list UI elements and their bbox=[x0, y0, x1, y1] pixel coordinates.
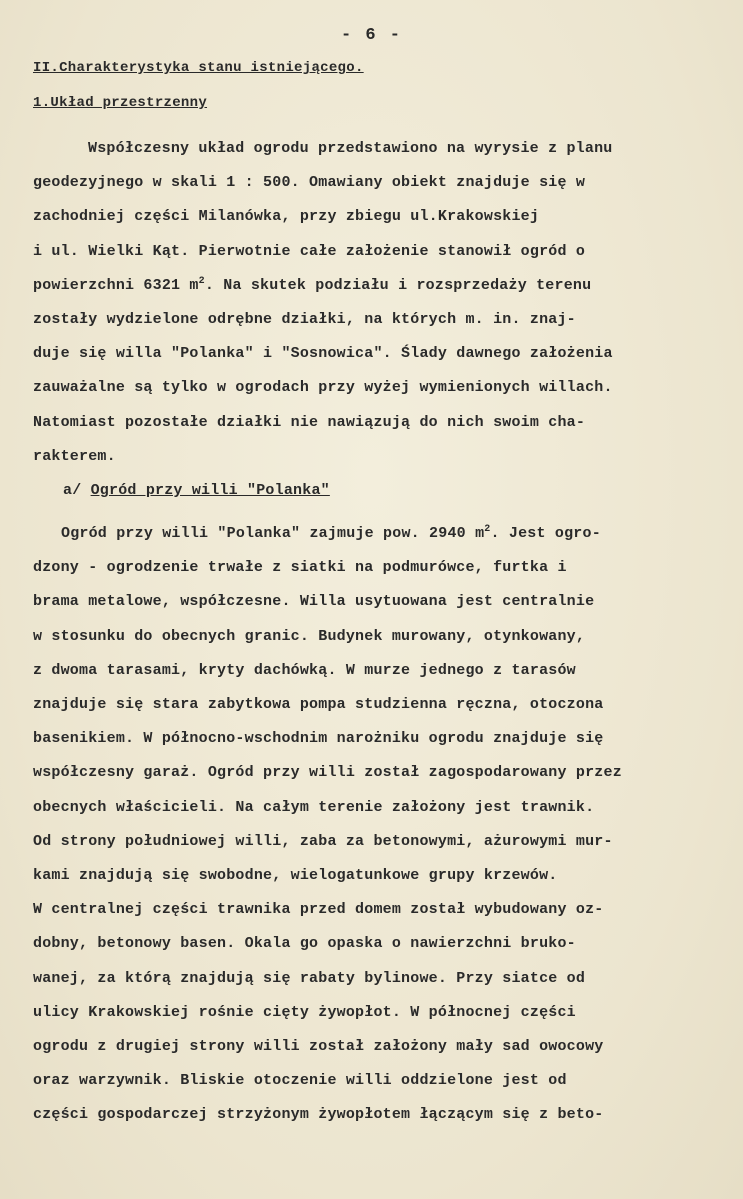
text-line: części gospodarczej strzyżonym żywopłotem łączącym się z beto- bbox=[33, 1106, 604, 1124]
text-line: Od strony południowej willi, zaba za betonowymi, ażurowymi mur- bbox=[33, 832, 613, 850]
paragraph-layout bbox=[33, 132, 723, 508]
page-number: - 6 - bbox=[340, 26, 402, 45]
text-line bbox=[33, 269, 723, 303]
subsection-prefix: a/ bbox=[63, 482, 82, 500]
text-line: i ul. Wielki Kąt. Pierwotnie całe założenie stanowił ogród o bbox=[33, 242, 586, 260]
subsection-title: Ogród przy willi "Polanka" bbox=[90, 482, 330, 500]
text-line: znajduje się stara zabytkowa pompa studzienna ręczna, otoczona bbox=[33, 696, 604, 714]
text-line: dobny, betonowy basen. Okala go opaska o nawierzchni bruko- bbox=[33, 935, 576, 953]
text-line: brama metalowe, współczesne. Willa usytuowana jest centralnie bbox=[33, 593, 595, 611]
text-span: . Na skutek podziału i rozsprzedaży terenu bbox=[204, 276, 592, 294]
subsection-heading: 1.Układ przestrzenny bbox=[33, 95, 208, 111]
text-line: oraz warzywnik. Bliskie otoczenie willi oddzielone jest od bbox=[33, 1072, 567, 1090]
text-span: powierzchni 6321 m bbox=[33, 276, 199, 294]
text-line: z dwoma tarasami, kryty dachówką. W murze jednego z tarasów bbox=[33, 661, 576, 679]
superscript: 2 bbox=[484, 524, 491, 535]
text-line: duje się willa "Polanka" i "Sosnowica". Ślady dawnego założenia bbox=[33, 345, 613, 363]
text-line: zauważalne są tylko w ogrodach przy wyżej wymienionych willach. bbox=[33, 379, 613, 397]
text-line: kami znajdują się swobodne, wielogatunkowe grupy krzewów. bbox=[33, 867, 558, 885]
text-line: W centralnej części trawnika przed domem został wybudowany oz- bbox=[33, 901, 604, 919]
subsection-title-line bbox=[33, 474, 723, 508]
text-line: dzony - ogrodzenie trwałe z siatki na podmurówce, furtka i bbox=[33, 559, 567, 577]
text-line: ulicy Krakowskiej rośnie cięty żywopłot. W północnej części bbox=[33, 1003, 576, 1021]
text-line: basenikiem. W północno-wschodnim narożniku ogrodu znajduje się bbox=[33, 730, 604, 748]
text-line: zostały wydzielone odrębne działki, na których m. in. znaj- bbox=[33, 311, 576, 329]
text-line: rakterem. bbox=[33, 447, 116, 465]
section-heading: II.Charakterystyka stanu istniejącego. bbox=[33, 60, 364, 76]
text-line bbox=[33, 517, 723, 551]
superscript: 2 bbox=[198, 275, 205, 287]
text-line: współczesny garaż. Ogród przy willi został zagospodarowany przez bbox=[33, 764, 622, 782]
text-line: wanej, za którą znajdują się rabaty bylinowe. Przy siatce od bbox=[33, 969, 586, 987]
text-line: obecnych właścicieli. Na całym terenie założony jest trawnik. bbox=[33, 798, 595, 816]
text-line: zachodniej części Milanówka, przy zbiegu ul.Krakowskiej bbox=[33, 208, 540, 226]
text-span: . Jest ogro- bbox=[490, 525, 601, 542]
text-line: w stosunku do obecnych granic. Budynek murowany, otynkowany, bbox=[33, 627, 586, 645]
text-line bbox=[33, 132, 723, 166]
text-span: Ogród przy willi "Polanka" zajmuje pow. 2940 m bbox=[61, 525, 485, 542]
text-line: ogrodu z drugiej strony willi został założony mały sad owocowy bbox=[33, 1038, 604, 1056]
text-span: Współczesny układ ogrodu przedstawiono na wyrysie z planu bbox=[88, 140, 613, 157]
paragraph-polanka bbox=[33, 517, 723, 1133]
text-line: Natomiast pozostałe działki nie nawiązują do nich swoim cha- bbox=[33, 413, 586, 431]
text-line: geodezyjnego w skali 1 : 500. Omawiany obiekt znajduje się w bbox=[33, 174, 586, 192]
